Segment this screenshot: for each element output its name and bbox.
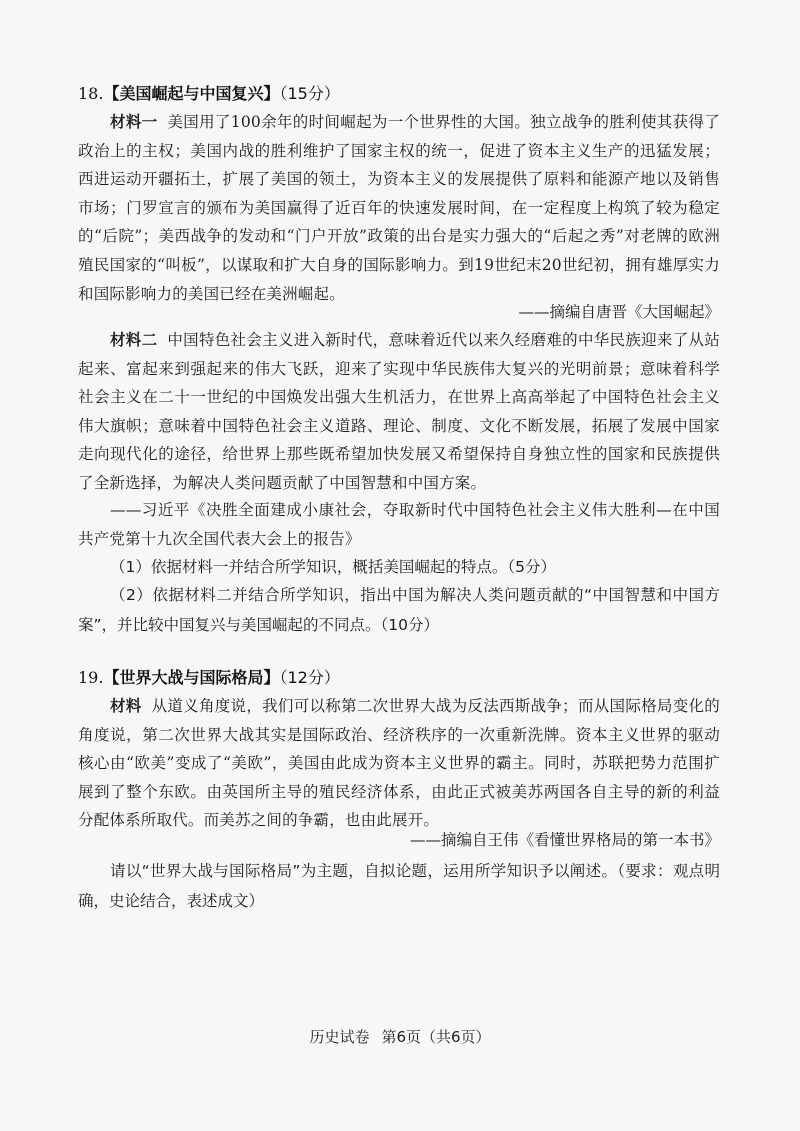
q18-task-2: （2）依据材料二并结合所学知识，指出中国为解决人类问题贡献的“中国智慧和中国方案”，并比较中国复兴与美国崛起的不同点。（10分） — [78, 586, 720, 634]
q19-task: 请以“世界大战与国际格局”为主题，自拟论题，运用所学知识予以阐述。（要求：观点明确，史论结合，表述成文） — [78, 862, 720, 910]
question-19-score: （12分） — [279, 668, 340, 687]
question-19-heading — [78, 664, 340, 692]
q19-material-text: 从道义角度说，我们可以称第二次世界大战为反法西斯战争；而从国际格局变化的角度说，第二次世界大战其实是国际政治、经济秩序的一次重新洗牌。资本主义世界的驱动核心由“欧美”变成了“美欧”，美国由此成为资本主义世界的霸主。同时，苏联把势力范围扩展到了整个东欧。由英国所主导的殖民经济体系，由此正式被美苏两国各自主导的新的利益分配体系所取代。而美苏之间的争霸，也由此展开。 — [78, 697, 721, 830]
q18-material-1-label: 材料一 — [110, 113, 158, 131]
question-19-title: 【世界大战与国际格局】 — [103, 668, 280, 687]
q19-material-label: 材料 — [110, 697, 142, 715]
question-18-number: 18. — [78, 84, 104, 103]
q18-material-2-text: 中国特色社会主义进入新时代，意味着近代以来久经磨难的中华民族迎来了从站起来、富起来到强起来的伟大飞跃，迎来了实现中华民族伟大复兴的光明前景；意味着科学社会主义在二十一世纪的中国焕发出强大生机活力，在世界上高高举起了中国特色社会主义伟大旗帜；意味着中国特色社会主义道路、理论、制度、文化不断发展，拓展了发展中国家走向现代化的途径，给世界上那些既希望加快发展又希望保持自身独立性的国家和民族提供了全新选择，为解决人类问题贡献了中国智慧和中国方案。 — [78, 331, 720, 492]
q18-material-1-source: ——摘编自唐晋《大国崛起》 — [518, 303, 720, 321]
footer-page-number: 第6页（共6页） — [381, 1028, 491, 1046]
q19-material — [78, 692, 720, 835]
page-footer — [0, 1026, 800, 1047]
question-18-title: 【美国崛起与中国复兴】 — [103, 84, 280, 103]
q18-material-2-label: 材料二 — [110, 331, 158, 349]
question-18-score: （15分） — [279, 84, 340, 103]
q19-material-source: ——摘编自王伟《看懂世界格局的第一本书》 — [409, 831, 720, 849]
q18-material-1-text: 美国用了100余年的时间崛起为一个世界性的大国。独立战争的胜利使其获得了政治上的主权；美国内战的胜利维护了国家主权的统一，促进了资本主义生产的迅猛发展；西进运动开疆拓土，扩展了美国的领土，为资本主义的发展提供了原料和能源产地以及销售市场；门罗宣言的颁布为美国赢得了近百年的快速发展时间，在一定程度上构筑了较为稳定的“后院”；美西战争的发动和“门户开放”政策的出台是实力强大的“后起之秀”对老牌的欧洲殖民国家的“叫板”，以谋取和扩大自身的国际影响力。到19世纪末20世纪初，拥有雄厚实力和国际影响力的美国已经在美洲崛起。 — [78, 113, 720, 303]
q18-material-2 — [78, 326, 720, 498]
q18-material-2-source: ——习近平《决胜全面建成小康社会，夺取新时代中国特色社会主义伟大胜利—在中国共产党第十九次全国代表大会上的报告》 — [78, 501, 720, 548]
q18-material-1 — [78, 108, 720, 308]
question-18-heading — [78, 80, 340, 108]
question-19-number: 19. — [78, 668, 104, 687]
footer-subject: 历史试卷 — [309, 1028, 370, 1046]
q18-task-1: （1）依据材料一并结合所学知识，概括美国崛起的特点。（5分） — [110, 558, 556, 576]
